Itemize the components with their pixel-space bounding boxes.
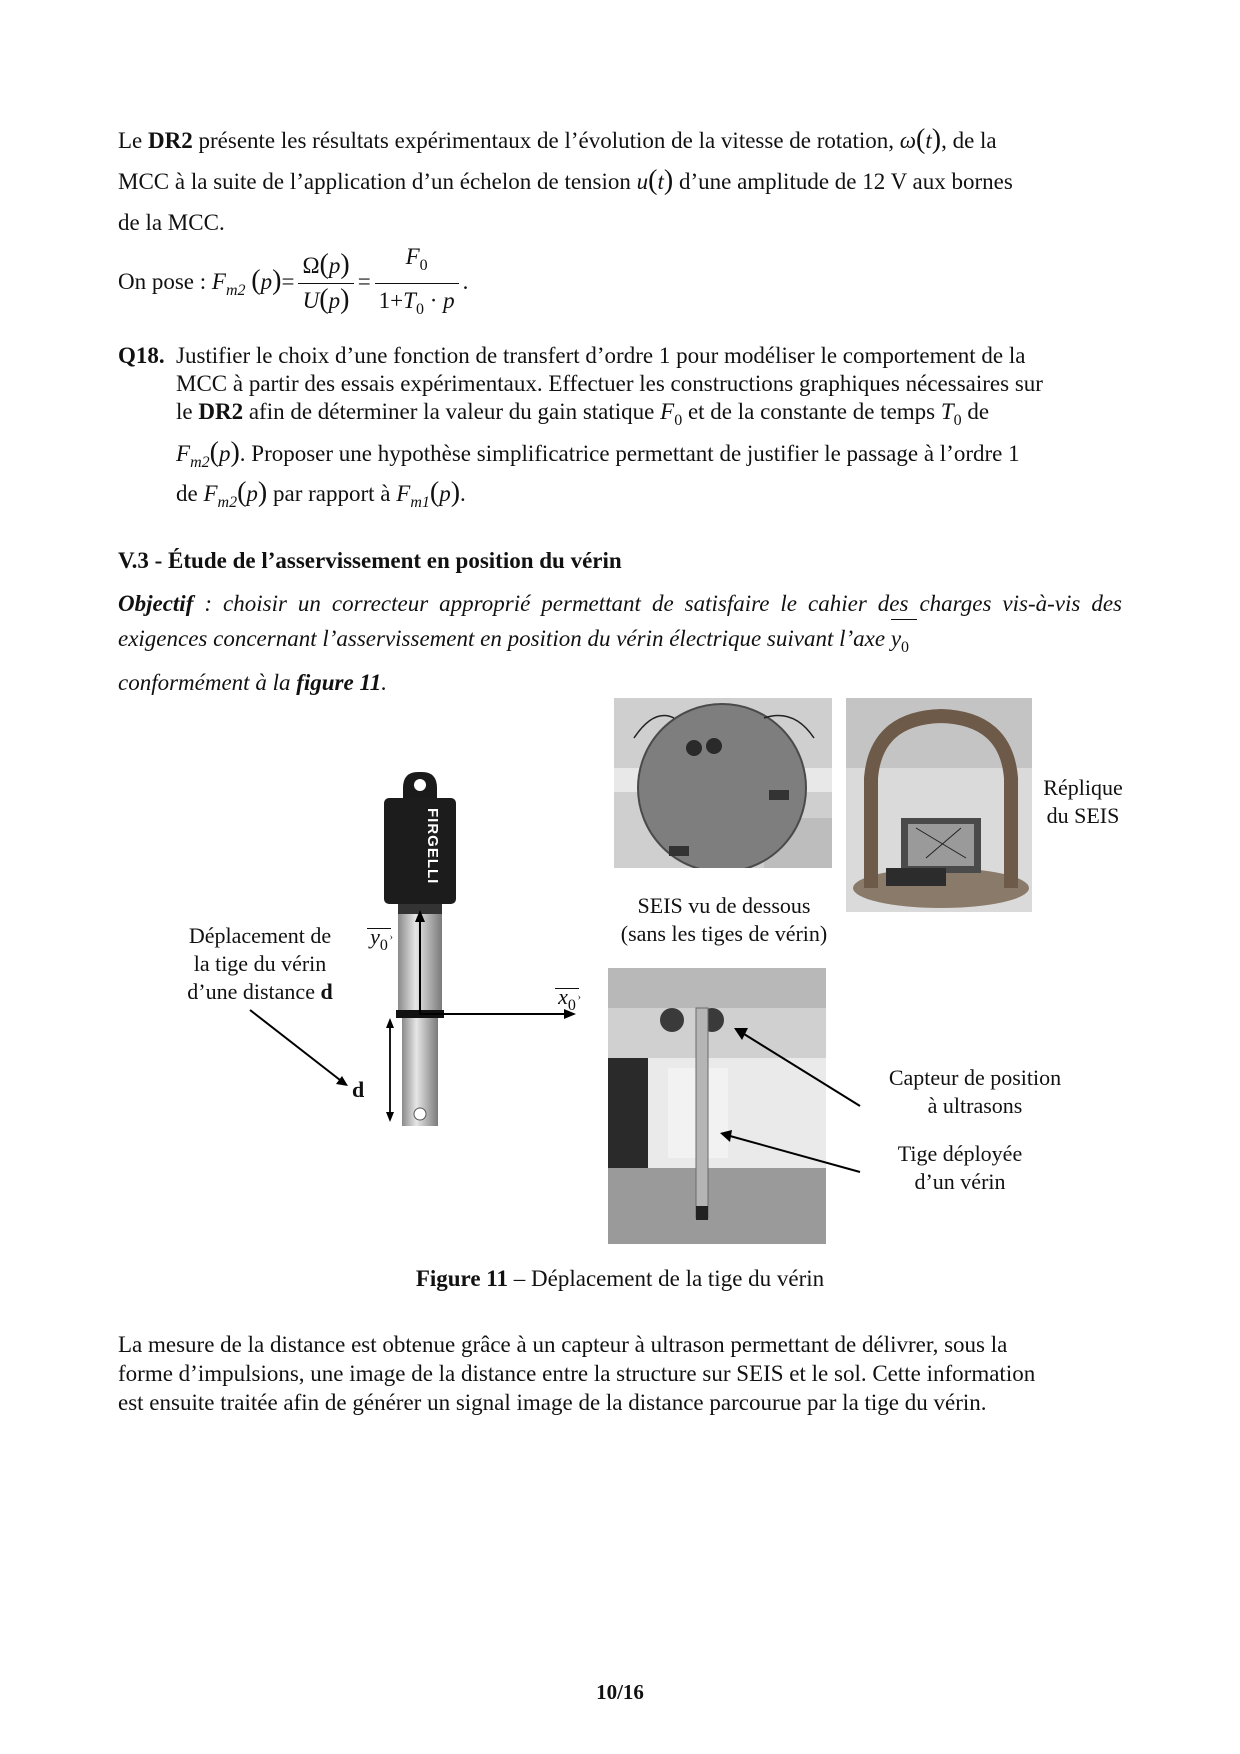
formula-symbol: F	[176, 441, 191, 466]
intro-word: Le	[118, 128, 143, 153]
formula-subscript: m2	[190, 454, 210, 471]
formula-symbol: T	[403, 288, 416, 313]
caption-text: – Déplacement de la tige du vérin	[508, 1266, 825, 1291]
question-text: . Proposer une hypothèse simplificatrice permettant de justifier le passage à l’ordre 1	[239, 441, 1020, 466]
formula-symbol: p	[260, 268, 273, 294]
figure-reference: figure 11	[296, 670, 382, 695]
label-line: du SEIS	[1046, 803, 1120, 828]
sensor-callout-line	[744, 1034, 860, 1106]
formula-symbol: p	[439, 481, 451, 506]
question-line: de $F_{m2}(p)$ par rapport à $F_{m1}(p)$.	[176, 477, 466, 511]
formula-symbol: F	[405, 244, 420, 269]
formula-lead: On pose :	[118, 268, 207, 294]
question-line: MCC à partir des essais expérimentaux. Effectuer les constructions graphiques nécessaires sur	[176, 371, 1043, 396]
formula-symbol: 1+	[378, 288, 404, 313]
pointer-line	[250, 1010, 340, 1080]
actuator-diagram	[370, 760, 590, 1160]
question-text: de	[967, 399, 990, 424]
caption-label: Figure 11	[415, 1266, 509, 1291]
question-text: afin de déterminer la valeur du gain statique	[248, 399, 655, 424]
intro-text: MCC à la suite de l’application d’un échelon de tension	[118, 169, 631, 194]
label-d: d	[320, 979, 333, 1004]
axis-subscript: 0	[901, 639, 910, 656]
axis-letter: y	[890, 626, 902, 651]
label-line: Déplacement de	[188, 923, 332, 948]
objective-label: Objectif	[118, 591, 194, 616]
closing-line: La mesure de la distance est obtenue grâce à un capteur à ultrason permettant de délivrer, sous la	[118, 1332, 1008, 1357]
intro-text: de la MCC.	[118, 210, 225, 235]
closing-line: est ensuite traitée afin de générer un signal image de la distance parcourue par la tige du vérin.	[118, 1390, 987, 1415]
label-line: d’un vérin	[914, 1169, 1006, 1194]
closing-line: forme d’impulsions, une image de la distance entre la structure sur SEIS et le sol. Cette information	[118, 1361, 1036, 1386]
transfer-function-formula: On pose : $F_{m2}$ (p)= $\frac{\Omega(p)}{U(p)}$ = $\frac{F_0}{1+T_0 \cdot p}$ .	[118, 240, 1122, 327]
actuator-body	[384, 798, 456, 904]
intro-line-1: Le DR2 présente les résultats expérimentaux de l’évolution de la vitesse de rotation, ω(t), de la	[118, 124, 997, 155]
callout-arrows	[720, 1020, 870, 1190]
intro-text: , de la	[941, 128, 997, 153]
displacement-label	[170, 922, 350, 1006]
label-text: d’une distance	[187, 979, 315, 1004]
rod-hole	[414, 1108, 426, 1120]
voltage-var: u	[636, 169, 649, 194]
question-line	[176, 398, 1122, 434]
question-text: et de la constante de temps	[687, 399, 936, 424]
intro-paragraph	[118, 120, 1122, 243]
sensor-callout-arrowhead	[734, 1028, 748, 1040]
mounting-hole	[414, 779, 426, 791]
rod-callout-arrowhead	[720, 1130, 732, 1142]
brand-label: FIRGELLI	[424, 808, 441, 885]
question-q18	[118, 342, 1122, 514]
formula-symbol: F	[203, 481, 218, 506]
label-line: Capteur de position	[888, 1065, 1062, 1090]
axis-subscript: 0	[379, 937, 388, 954]
question-line: $F_{m2}(p)$. Proposer une hypothèse simplificatrice permettant de justifier le passage à l’ordre 1	[176, 437, 1020, 471]
intro-text: présente les résultats expérimentaux de l’évolution de la vitesse de rotation,	[198, 128, 895, 153]
formula-symbol: p	[328, 288, 341, 313]
question-text: de	[176, 481, 198, 506]
formula-symbol: Ω	[302, 253, 320, 278]
closing-paragraph	[118, 1330, 1122, 1417]
formula-symbol: U	[302, 288, 320, 313]
question-text: le	[176, 399, 193, 424]
dr2-reference: DR2	[198, 399, 244, 424]
formula-symbol: F	[211, 268, 226, 294]
formula-symbol: ·	[429, 288, 438, 313]
formula-symbol: p	[218, 441, 231, 466]
fraction-first-order	[375, 240, 459, 327]
label-line: la tige du vérin	[193, 951, 327, 976]
formula-subscript: 0	[674, 412, 683, 429]
rod-label	[870, 1140, 1050, 1196]
section-heading: V.3 - Étude de l’asservissement en position du vérin	[118, 548, 622, 573]
d-arrow-bottom	[386, 1112, 394, 1122]
question-label: Q18.	[118, 343, 165, 368]
objective-period: .	[381, 670, 387, 695]
figure-caption	[0, 1266, 1240, 1292]
formula-symbol: p	[246, 481, 258, 506]
objective-text: : choisir un correcteur approprié permettant de satisfaire le cahier des charges vis-à-vis des exigences concernant l’asservissement en position du vérin électrique suivant l’axe	[118, 591, 1122, 651]
photo-seis-replica	[846, 698, 1032, 912]
label-line: Réplique	[1043, 775, 1123, 800]
formula-symbol: T	[940, 399, 954, 424]
dr2-reference: DR2	[148, 128, 193, 153]
photo-seis-replica-graphic	[846, 698, 1032, 912]
formula-subscript: m1	[410, 494, 430, 511]
x0-label: › $x_0$	[552, 988, 582, 1020]
d-label: d	[352, 1077, 365, 1102]
objective-paragraph	[118, 586, 1122, 700]
fraction-omega-u: $\frac{\Omega(p)}{U(p)}$	[298, 249, 353, 318]
time-var: t	[925, 128, 932, 153]
axis-subscript: 0	[567, 997, 576, 1014]
label-pointer	[240, 1000, 360, 1100]
question-line: Justifier le choix d’une fonction de transfert d’ordre 1 pour modéliser le comportement de la	[176, 343, 1026, 368]
label-line: (sans les tiges de vérin)	[620, 921, 828, 946]
label-line: à ultrasons	[927, 1093, 1023, 1118]
photo-seis-underside	[614, 698, 832, 868]
axis-y0-vector	[891, 621, 909, 665]
d-arrow-top	[386, 1018, 394, 1028]
objective-text: conformément à la	[118, 670, 297, 695]
intro-line-2: MCC à la suite de l’application d’un échelon de tension u(t) d’une amplitude de 12 V aux bornes	[118, 165, 1013, 196]
formula-subscript: 0	[953, 412, 962, 429]
intro-text: d’une amplitude de 12 V aux bornes	[678, 169, 1013, 194]
formula-subscript: m2	[225, 281, 246, 299]
photo-seis-underside-graphic	[614, 698, 832, 868]
label-line: SEIS vu de dessous	[637, 893, 811, 918]
formula-subscript: 0	[419, 257, 428, 274]
label-line: Tige déployée	[897, 1141, 1023, 1166]
formula-symbol: p	[328, 253, 341, 278]
omega-symbol: ω	[899, 128, 917, 153]
formula-symbol: p	[443, 288, 455, 313]
formula-subscript: m2	[217, 494, 238, 511]
intro-line-3	[118, 202, 1122, 243]
axis-letter: y	[370, 924, 380, 949]
formula-subscript: 0	[415, 301, 424, 318]
axis-letter: x	[558, 984, 568, 1009]
question-text: par rapport à	[273, 481, 391, 506]
y0-label: › $y_0$	[364, 928, 394, 960]
sensor-label	[870, 1064, 1080, 1120]
replica-label	[1032, 774, 1134, 830]
seis-underside-label	[584, 892, 864, 948]
page-number: 10/16	[596, 1680, 644, 1704]
rod-callout-line	[730, 1136, 860, 1172]
formula-symbol: F	[396, 481, 411, 506]
formula-symbol: F	[660, 399, 675, 424]
time-var: t	[657, 169, 664, 194]
question-body	[176, 342, 1122, 514]
